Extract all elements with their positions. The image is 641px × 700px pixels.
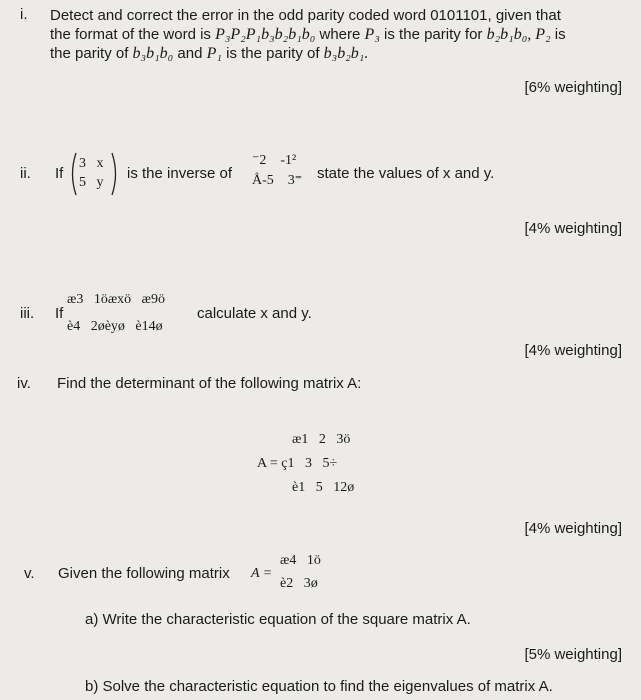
q1-line2-pre: the format of the word is [50, 26, 216, 43]
q1-bits-b3b1b0: b₃b₁b₀ [132, 45, 174, 62]
q4-text: Find the determinant of the following matrix A: [57, 375, 362, 392]
q4-weighting: [4% weighting] [524, 520, 622, 537]
q5-number: v. [24, 565, 35, 582]
q5-part-b: b) Solve the characteristic equation to find the eigenvalues of matrix A. [85, 678, 553, 695]
q2-matrix-a [68, 151, 120, 197]
q1-line3-post: is the parity of [221, 45, 324, 62]
q1-line2 [50, 25, 640, 44]
q5-part-a-weighting: [5% weighting] [524, 646, 622, 663]
q2-if: If [55, 165, 64, 182]
q5-part-a: a) Write the characteristic equation of the square matrix A. [85, 611, 471, 628]
q5-matrix-label: A = [251, 566, 273, 581]
q1-line2-mid: where [315, 26, 365, 43]
q3-if: If [55, 305, 64, 322]
q4-matrix-row1: æ1 2 3ö [292, 432, 351, 447]
q4-number: iv. [17, 375, 31, 392]
q1-line3-mid: and [173, 45, 207, 62]
q1-line3 [50, 44, 640, 63]
q1-bits-b2b1b0: b₂b₁b₀, P₂ [486, 26, 551, 43]
q2-matrix-b-bottom: Å-5 3⁼ [252, 173, 303, 188]
q1-number: i. [20, 6, 28, 23]
q2-matrix-a-row1: 3 x [79, 156, 104, 171]
q3-equation-bottom: è4 2øèyø è14ø [67, 319, 163, 334]
q2-number: ii. [20, 165, 31, 182]
q2-matrix-a-row2: 5 y [79, 175, 104, 190]
q1-weighting: [6% weighting] [524, 79, 622, 96]
q3-equation-top: æ3 1öæxö æ9ö [67, 292, 166, 307]
q1-line1: Detect and correct the error in the odd parity coded word 0101101, given that [50, 7, 561, 24]
q3-post-text: calculate x and y. [197, 305, 312, 322]
q4-matrix-row3: è1 5 12ø [292, 480, 355, 495]
q1-bits-b3b2b1: b₃b₂b₁. [323, 45, 369, 62]
q5-text: Given the following matrix [58, 565, 230, 582]
q5-matrix-row1: æ4 1ö [280, 553, 321, 568]
q2-post-text: state the values of x and y. [317, 165, 495, 182]
q3-number: iii. [20, 305, 35, 322]
q1-p3: P₃ [364, 26, 380, 43]
q3-weighting: [4% weighting] [524, 342, 622, 359]
q1-p1: P₁ [206, 45, 222, 62]
q1-line2-post: is the parity for [379, 26, 487, 43]
q2-mid-text: is the inverse of [127, 165, 233, 182]
q1-line2-end: is [550, 26, 566, 43]
q5-matrix-row2: è2 3ø [280, 576, 318, 591]
q1-word-format: P₃P₂P₁b₃b₂b₁b₀ [215, 26, 316, 43]
q1-line3-pre: the parity of [50, 45, 133, 62]
q4-matrix-row2: A = ç1 3 5÷ [257, 456, 338, 471]
q2-weighting: [4% weighting] [524, 220, 622, 237]
q2-matrix-b-top: ⁻2 -1² [252, 153, 297, 168]
